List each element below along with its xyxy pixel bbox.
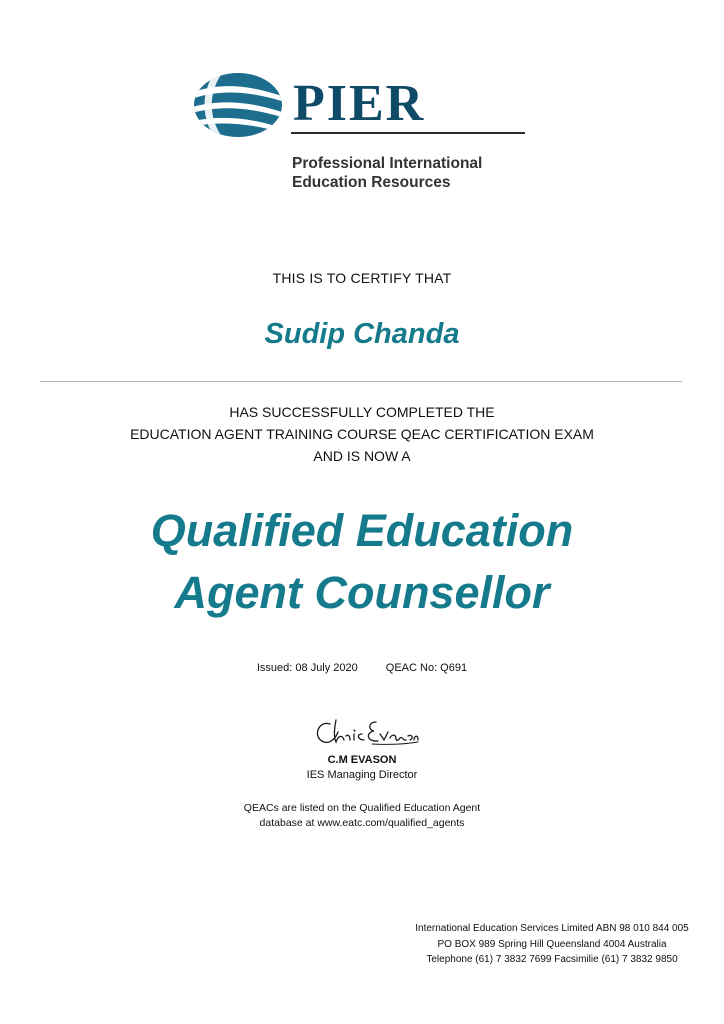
register-note — [0, 801, 724, 831]
footer-address — [390, 921, 714, 968]
qualification-line2: Agent Counsellor — [174, 567, 550, 618]
recipient-name: Sudip Chanda — [264, 318, 460, 350]
logo-subtitle-line2: Education Resources — [292, 174, 451, 191]
completion-line2: EDUCATION AGENT TRAINING COURSE QEAC CERTIFICATION EXAM — [130, 426, 594, 442]
completion-line1: HAS SUCCESSFULLY COMPLETED THE — [229, 404, 495, 420]
completion-line3: AND IS NOW A — [313, 448, 411, 464]
divider — [40, 381, 682, 382]
logo-divider — [291, 132, 525, 134]
logo-subtitle — [292, 154, 482, 192]
signature-image — [310, 714, 420, 750]
qualification-title — [0, 500, 724, 624]
register-note-line2: database at www.eatc.com/qualified_agents — [259, 817, 465, 829]
footer-line2: PO BOX 989 Spring Hill Queensland 4004 Australia — [437, 938, 667, 950]
pier-globe-logo-icon — [193, 72, 283, 138]
issue-details — [0, 662, 724, 674]
footer-line1: International Education Services Limited ABN 98 010 844 005 — [415, 923, 689, 934]
signatory-title: IES Managing Director — [306, 769, 418, 781]
signatory-name: C.M EVASON — [327, 754, 397, 766]
qualification-line1: Qualified Education — [150, 505, 574, 556]
footer-line3: Telephone (61) 7 3832 7699 Facsimilie (61) 7 3832 9850 — [426, 954, 678, 965]
register-note-line1: QEACs are listed on the Qualified Education Agent — [243, 802, 481, 814]
certify-intro: THIS IS TO CERTIFY THAT — [272, 270, 452, 286]
issued-date: Issued: 08 July 2020 — [256, 662, 358, 674]
qeac-number: QEAC No: Q691 — [385, 662, 468, 674]
logo-wordmark: PIER — [293, 75, 426, 132]
completion-statement — [0, 401, 724, 467]
logo-subtitle-line1: Professional International — [292, 155, 483, 172]
